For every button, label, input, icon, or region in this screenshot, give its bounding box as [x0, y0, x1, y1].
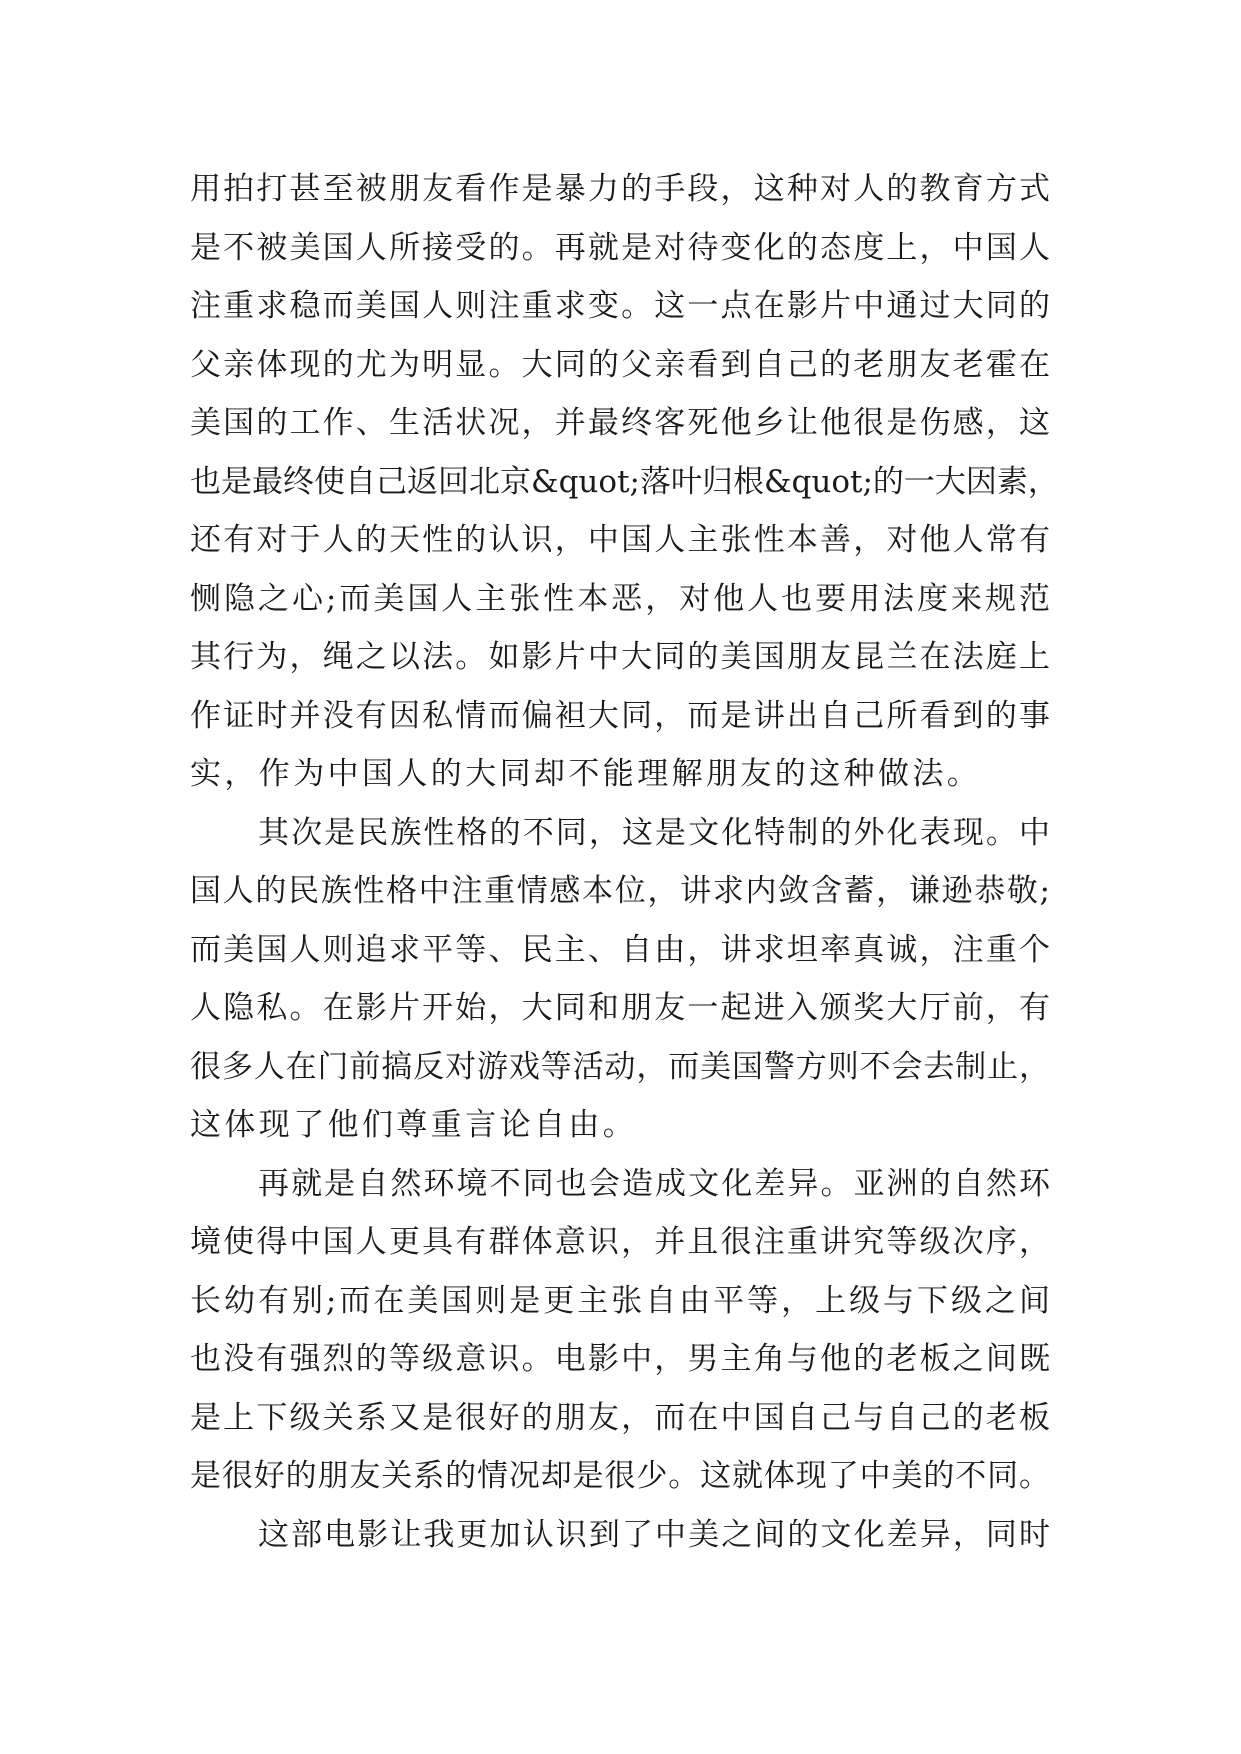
text-line: 实，作为中国人的大同却不能理解朋友的这种做法。 [190, 756, 982, 792]
text-line: 注重求稳而美国人则注重求变。这一点在影片中通过大同的 [190, 288, 1050, 324]
text-line: 国人的民族性格中注重情感本位，讲求内敛含蓄，谦逊恭敬; [190, 873, 1050, 909]
text-line: 境使得中国人更具有群体意识，并且很注重讲究等级次序， [190, 1224, 1050, 1260]
text-line: 还有对于人的天性的认识，中国人主张性本善，对他人常有 [190, 522, 1050, 558]
paragraph-first-line: 再就是自然环境不同也会造成文化差异。亚洲的自然环 [258, 1165, 1050, 1202]
paragraph-first-line: 这部电影让我更加认识到了中美之间的文化差异，同时 [258, 1516, 1050, 1553]
text-line: 其行为，绳之以法。如影片中大同的美国朋友昆兰在法庭上 [190, 639, 1050, 675]
text-line: 而美国人则追求平等、民主、自由，讲求坦率真诚，注重个 [190, 931, 1050, 968]
text-line: 父亲体现的尤为明显。大同的父亲看到自己的老朋友老霍在 [190, 346, 1050, 383]
text-line: 是很好的朋友关系的情况却是很少。这就体现了中美的不同。 [190, 1458, 1050, 1494]
text-line: 很多人在门前搞反对游戏等活动，而美国警方则不会去制止， [190, 1048, 1050, 1085]
paragraph-first-line: 其次是民族性格的不同，这是文化特制的外化表现。中 [258, 814, 1050, 851]
text-line: 作证时并没有因私情而偏袒大同，而是讲出自己所看到的事 [190, 697, 1050, 734]
text-line: 这体现了他们尊重言论自由。 [190, 1107, 638, 1143]
text-line: 恻隐之心;而美国人主张性本恶，对他人也要用法度来规范 [190, 580, 1050, 617]
text-line: 用拍打甚至被朋友看作是暴力的手段，这种对人的教育方式 [190, 171, 1050, 207]
body-text [190, 160, 1059, 1564]
text-line: 是不被美国人所接受的。再就是对待变化的态度上，中国人 [190, 229, 1050, 266]
text-line: 长幼有别;而在美国则是更主张自由平等，上级与下级之间 [190, 1282, 1050, 1319]
text-line: 人隐私。在影片开始，大同和朋友一起进入颁奖大厅前，有 [190, 990, 1050, 1026]
text-line: 也没有强烈的等级意识。电影中，男主角与他的老板之间既 [190, 1341, 1050, 1377]
text-line: 美国的工作、生活状况，并最终客死他乡让他很是伤感，这 [190, 405, 1050, 441]
text-line: 也是最终使自己返回北京&quot;落叶归根&quot;的一大因素， [190, 463, 1059, 500]
text-line: 是上下级关系又是很好的朋友，而在中国自己与自己的老板 [190, 1399, 1050, 1436]
